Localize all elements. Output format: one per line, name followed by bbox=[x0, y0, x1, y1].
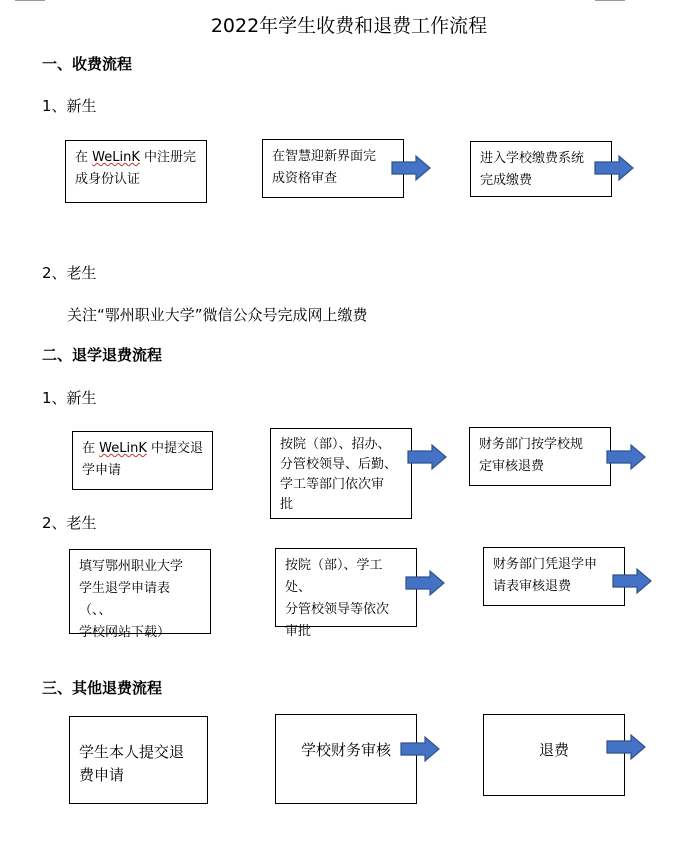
flow-box-fill-withdrawal-form: 填写鄂州职业大学 学生退学申请表（、、 学校网站下载） bbox=[69, 549, 211, 634]
arrow-right-icon bbox=[391, 155, 431, 181]
header-corner-mark bbox=[15, 0, 45, 1]
flow-box-text: 中提交退 学申请 bbox=[82, 441, 203, 478]
flow-box-finance-form-review: 财务部门凭退学申 请表审核退费 bbox=[483, 547, 625, 606]
welink-word: WeLinK bbox=[92, 150, 140, 165]
section-heading-fee-collection: 一、收费流程 bbox=[42, 55, 133, 73]
flow-box-qualification-review: 在智慧迎新界面完 成资格审查 bbox=[262, 139, 404, 198]
flow-box-finance-refund-review: 财务部门按学校规 定审核退费 bbox=[469, 427, 611, 486]
subheading-new-students: 1、新生 bbox=[42, 389, 97, 407]
section-heading-other-refunds: 三、其他退费流程 bbox=[42, 679, 163, 697]
arrow-right-icon bbox=[606, 734, 646, 760]
arrow-right-icon bbox=[612, 568, 652, 594]
arrow-right-icon bbox=[407, 444, 447, 470]
document-title: 2022年学生收费和退费工作流程 bbox=[210, 15, 488, 37]
subheading-returning-students: 2、老生 bbox=[42, 264, 97, 282]
flow-box-refund: 退费 bbox=[483, 714, 625, 796]
subheading-new-students: 1、新生 bbox=[42, 97, 97, 115]
flow-box-text: 在 bbox=[82, 441, 100, 456]
flow-box-school-finance-review: 学校财务审核 bbox=[275, 714, 417, 804]
flow-box-register-welink bbox=[65, 140, 207, 203]
subheading-returning-students: 2、老生 bbox=[42, 514, 97, 532]
flow-box-student-refund-request: 学生本人提交退 费申请 bbox=[69, 716, 208, 804]
arrow-right-icon bbox=[594, 155, 634, 181]
flow-box-text: 在 bbox=[75, 150, 93, 165]
flow-box-pay-fees: 进入学校缴费系统 完成缴费 bbox=[470, 141, 612, 197]
flow-box-submit-withdrawal-welink bbox=[72, 431, 213, 490]
flow-box-approval-chain: 按院（部）、学工处、 分管校领导等依次 审批 bbox=[275, 548, 417, 627]
header-corner-mark bbox=[595, 0, 625, 1]
flow-box-departmental-approval: 按院（部）、招办、 分管校领导、后勤、 学工等部门依次审 批 bbox=[270, 428, 412, 519]
section-heading-withdrawal-refund: 二、退学退费流程 bbox=[42, 346, 163, 364]
arrow-right-icon bbox=[400, 736, 440, 762]
arrow-right-icon bbox=[405, 570, 445, 596]
returning-students-instruction: 关注“鄂州职业大学”微信公众号完成网上缴费 bbox=[67, 306, 368, 324]
arrow-right-icon bbox=[606, 444, 646, 470]
flow-box-text: 中注册完 成身份认证 bbox=[75, 150, 196, 187]
welink-word: WeLinK bbox=[99, 441, 147, 456]
